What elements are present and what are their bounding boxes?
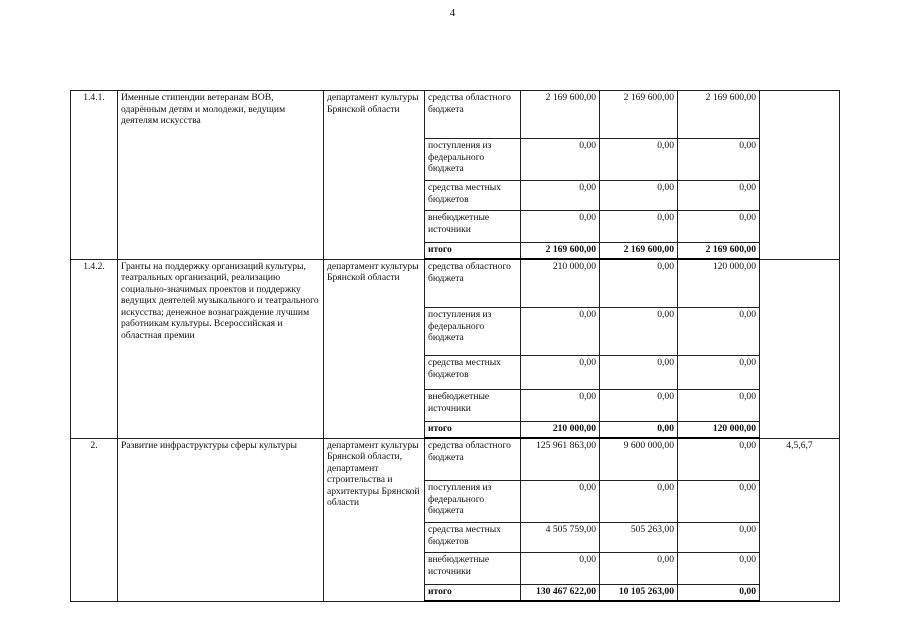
funding-source: средства местных бюджетов: [425, 356, 521, 390]
amount-year-1: 4 505 759,00: [521, 523, 600, 553]
funding-source: средства местных бюджетов: [425, 523, 521, 553]
funding-source: внебюджетные источники: [425, 553, 521, 585]
funding-source: средства областного бюджета: [425, 91, 521, 139]
item-code: 1.4.2.: [71, 259, 118, 438]
amount-year-3: 0,00: [678, 356, 760, 390]
amount-year-1: 210 000,00: [521, 259, 600, 308]
amount-year-1: 0,00: [521, 553, 600, 585]
target-indicators: [760, 259, 840, 438]
item-executor: департамент культуры Брянской области: [324, 259, 425, 438]
item-name: Именные стипендии ветеранам ВОВ, одарённым детям и молодежи, ведущим деятелям искусства: [118, 91, 324, 260]
table-row: [71, 91, 840, 139]
funding-source: внебюджетные источники: [425, 390, 521, 422]
amount-year-2: 0,00: [600, 390, 678, 422]
amount-year-1: 0,00: [521, 308, 600, 356]
amount-year-1: 0,00: [521, 211, 600, 243]
amount-year-2: 9 600 000,00: [600, 438, 678, 481]
amount-year-2: 0,00: [600, 139, 678, 181]
amount-year-1: 2 169 600,00: [521, 91, 600, 139]
amount-year-3: 0,00: [678, 139, 760, 181]
page-number: 4: [449, 7, 456, 19]
amount-year-1: 0,00: [521, 481, 600, 523]
amount-year-3: 0,00: [678, 308, 760, 356]
amount-year-3: 0,00: [678, 390, 760, 422]
item-executor: департамент культуры Брянской области, департамент строительства и архитектуры Брянской области: [324, 438, 425, 601]
amount-year-3: 0,00: [678, 523, 760, 553]
item-executor: департамент культуры Брянской области: [324, 91, 425, 260]
amount-year-3: 0,00: [678, 181, 760, 211]
amount-year-3: 2 169 600,00: [678, 243, 760, 260]
amount-year-2: 0,00: [600, 422, 678, 439]
amount-year-2: 2 169 600,00: [600, 91, 678, 139]
funding-source: поступления из федерального бюджета: [425, 481, 521, 523]
amount-year-2: 0,00: [600, 181, 678, 211]
item-name: Гранты на поддержку организаций культуры, театральных организаций, реализацию социально-значимых проектов и поддержку ведущих деятелей музыкального и театрального искусства; денежное вознаграждение лучшим работникам культуры. Всероссийская и областная премии: [118, 259, 324, 438]
funding-source: средства местных бюджетов: [425, 181, 521, 211]
funding-source: поступления из федерального бюджета: [425, 139, 521, 181]
amount-year-3: 0,00: [678, 481, 760, 523]
amount-year-3: 0,00: [678, 438, 760, 481]
table-row: [71, 259, 840, 308]
funding-source: средства областного бюджета: [425, 438, 521, 481]
budget-table: [70, 90, 840, 602]
amount-year-1: 0,00: [521, 390, 600, 422]
target-indicators: 4,5,6,7: [760, 438, 840, 601]
funding-source: итого: [425, 243, 521, 260]
amount-year-1: 130 467 622,00: [521, 585, 600, 602]
item-name: Развитие инфраструктуры сферы культуры: [118, 438, 324, 601]
funding-source: внебюджетные источники: [425, 211, 521, 243]
amount-year-3: 0,00: [678, 585, 760, 602]
amount-year-3: 120 000,00: [678, 259, 760, 308]
amount-year-2: 0,00: [600, 481, 678, 523]
amount-year-3: 2 169 600,00: [678, 91, 760, 139]
amount-year-1: 125 961 863,00: [521, 438, 600, 481]
amount-year-2: 0,00: [600, 356, 678, 390]
target-indicators: [760, 91, 840, 260]
amount-year-1: 0,00: [521, 139, 600, 181]
amount-year-1: 2 169 600,00: [521, 243, 600, 260]
amount-year-2: 505 263,00: [600, 523, 678, 553]
item-code: 1.4.1.: [71, 91, 118, 260]
amount-year-2: 0,00: [600, 308, 678, 356]
amount-year-1: 210 000,00: [521, 422, 600, 439]
amount-year-1: 0,00: [521, 181, 600, 211]
table-row: [71, 438, 840, 481]
amount-year-2: 0,00: [600, 259, 678, 308]
amount-year-3: 0,00: [678, 553, 760, 585]
amount-year-2: 0,00: [600, 553, 678, 585]
amount-year-2: 10 105 263,00: [600, 585, 678, 602]
amount-year-2: 0,00: [600, 211, 678, 243]
funding-source: итого: [425, 585, 521, 602]
amount-year-3: 0,00: [678, 211, 760, 243]
funding-source: средства областного бюджета: [425, 259, 521, 308]
amount-year-2: 2 169 600,00: [600, 243, 678, 260]
amount-year-3: 120 000,00: [678, 422, 760, 439]
funding-source: итого: [425, 422, 521, 439]
funding-source: поступления из федерального бюджета: [425, 308, 521, 356]
item-code: 2.: [71, 438, 118, 601]
amount-year-1: 0,00: [521, 356, 600, 390]
